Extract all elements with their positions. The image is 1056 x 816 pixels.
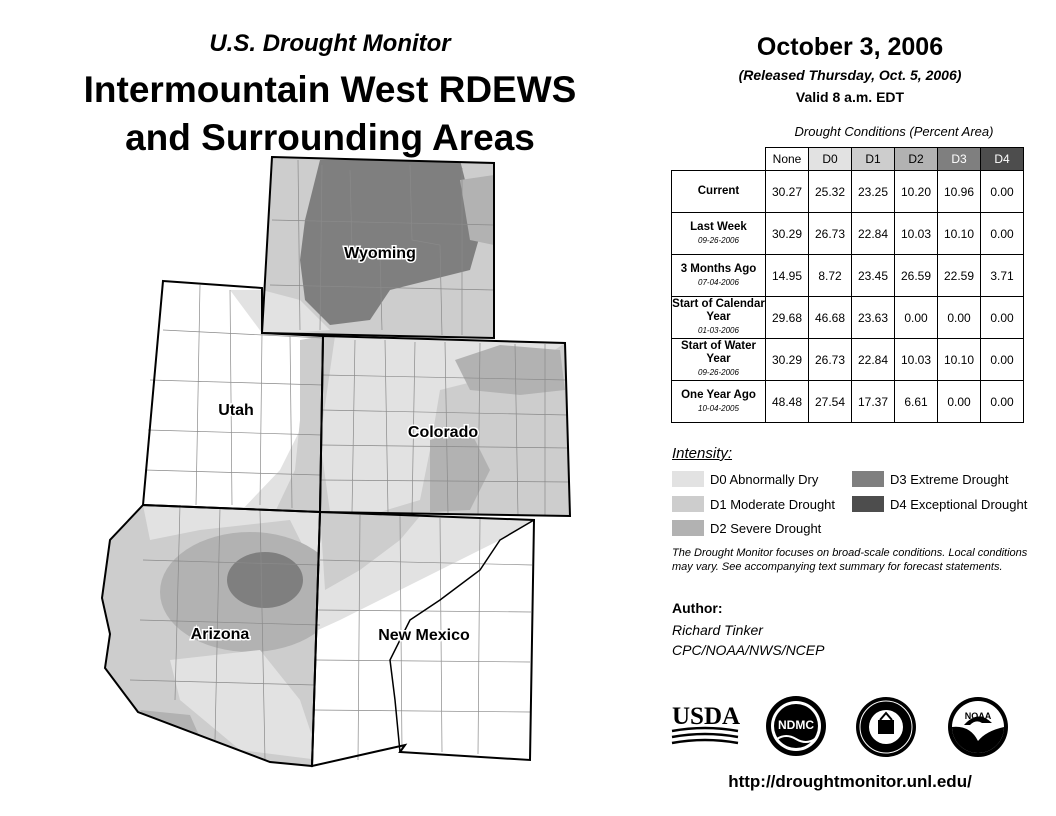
label-arizona: Arizona — [190, 626, 250, 643]
row-date: 09-26-2006 — [698, 368, 739, 377]
legend-swatch-d0 — [672, 471, 704, 487]
row-label — [672, 297, 766, 339]
cell-d3: 0.00 — [938, 297, 981, 339]
author-org: CPC/NOAA/NWS/NCEP — [672, 642, 825, 658]
cell-d1: 23.45 — [852, 255, 895, 297]
row-date: 07-04-2006 — [698, 277, 739, 287]
legend-swatch-d1 — [672, 496, 704, 512]
cell-d0: 46.68 — [809, 297, 852, 339]
header-blank — [672, 148, 766, 171]
ndmc-logo — [763, 693, 829, 759]
legend-label-d1: D1 Moderate Drought — [710, 496, 836, 512]
row-label-text: Start of Water Year — [681, 340, 756, 365]
title-line-2: and Surrounding Areas — [125, 117, 535, 158]
cell-d1: 23.63 — [852, 297, 895, 339]
row-date: 01-03-2006 — [698, 326, 739, 335]
usda-logo-text: USDA — [672, 703, 740, 730]
cell-d2: 10.03 — [895, 339, 938, 381]
cell-d0: 25.32 — [809, 171, 852, 213]
row-label-text: Last Week — [690, 220, 747, 233]
label-wyoming: Wyoming — [344, 245, 416, 262]
cell-d2: 10.20 — [895, 171, 938, 213]
released-date: (Released Thursday, Oct. 5, 2006) — [738, 67, 962, 83]
author-heading: Author: — [672, 600, 723, 616]
legend-swatch-d2 — [672, 520, 704, 536]
legend-label-d4: D4 Exceptional Drought — [890, 496, 1028, 512]
row-label-text: Current — [697, 185, 740, 197]
cell-none: 14.95 — [766, 255, 809, 297]
row-label — [672, 339, 766, 381]
cell-d4: 0.00 — [981, 171, 1024, 213]
legend-label-d0: D0 Abnormally Dry — [710, 471, 819, 487]
header-d1: D1 — [852, 148, 895, 171]
header-d4: D4 — [981, 148, 1024, 171]
row-date: 09-26-2006 — [698, 235, 739, 245]
legend-swatch-d4 — [852, 496, 884, 512]
header-none: None — [766, 148, 809, 171]
cell-d3: 10.96 — [938, 171, 981, 213]
author-info — [672, 620, 824, 660]
table-caption: Drought Conditions (Percent Area) — [794, 124, 994, 139]
valid-time: Valid 8 a.m. EDT — [795, 89, 905, 105]
legend-label-d2: D2 Severe Drought — [710, 520, 822, 536]
cell-d1: 22.84 — [852, 213, 895, 255]
cell-d4: 0.00 — [981, 339, 1024, 381]
table-row — [672, 297, 1024, 339]
usda-logo — [670, 700, 740, 746]
header-d2: D2 — [895, 148, 938, 171]
legend-swatch-d3 — [852, 471, 884, 487]
cell-d4: 0.00 — [981, 213, 1024, 255]
cell-d4: 0.00 — [981, 297, 1024, 339]
row-date: 10-04-2005 — [698, 403, 739, 413]
cell-d3: 10.10 — [938, 339, 981, 381]
map-subtitle: U.S. Drought Monitor — [209, 30, 451, 57]
label-utah: Utah — [218, 402, 254, 419]
cell-d4: 3.71 — [981, 255, 1024, 297]
header-d0: D0 — [809, 148, 852, 171]
cell-d1: 23.25 — [852, 171, 895, 213]
row-label-text: 3 Months Ago — [680, 262, 757, 275]
legend-title: Intensity: — [672, 445, 733, 462]
cell-d0: 8.72 — [809, 255, 852, 297]
cell-none: 29.68 — [766, 297, 809, 339]
row-label-text: One Year Ago — [681, 388, 756, 401]
noaa-logo-text: NOAA — [964, 711, 992, 721]
legend-item-d0 — [672, 471, 818, 487]
legend-item-d4 — [852, 496, 1027, 512]
legend-label-d3: D3 Extreme Drought — [890, 471, 1009, 487]
cell-d2: 6.61 — [895, 381, 938, 423]
cell-d4: 0.00 — [981, 381, 1024, 423]
cell-d0: 26.73 — [809, 339, 852, 381]
row-label — [672, 255, 766, 297]
website-url[interactable]: http://droughtmonitor.unl.edu/ — [728, 772, 972, 791]
drought-conditions-table — [671, 147, 1024, 423]
table-row — [672, 171, 1024, 213]
cell-d1: 22.84 — [852, 339, 895, 381]
cell-d2: 26.59 — [895, 255, 938, 297]
row-label — [672, 171, 766, 213]
table-row — [672, 381, 1024, 423]
label-new-mexico: New Mexico — [378, 627, 470, 644]
cell-d1: 17.37 — [852, 381, 895, 423]
table-header-row — [672, 148, 1024, 171]
label-colorado: Colorado — [407, 424, 479, 441]
row-label — [672, 213, 766, 255]
cell-d2: 10.03 — [895, 213, 938, 255]
header-d3: D3 — [938, 148, 981, 171]
legend-item-d1 — [672, 496, 835, 512]
author-name: Richard Tinker — [672, 622, 763, 638]
legend-item-d2 — [672, 520, 821, 536]
noaa-logo — [946, 695, 1010, 759]
cell-d0: 26.73 — [809, 213, 852, 255]
cell-d3: 10.10 — [938, 213, 981, 255]
cell-none: 30.29 — [766, 339, 809, 381]
table-row — [672, 213, 1024, 255]
cell-d3: 22.59 — [938, 255, 981, 297]
cell-none: 30.27 — [766, 171, 809, 213]
row-label-text: Start of Calendar Year — [672, 298, 765, 323]
commerce-seal-logo — [854, 695, 918, 759]
cell-none: 48.48 — [766, 381, 809, 423]
cell-d3: 0.00 — [938, 381, 981, 423]
map-date: October 3, 2006 — [756, 33, 944, 61]
title-line-1: Intermountain West RDEWS — [83, 69, 577, 110]
cell-d0: 27.54 — [809, 381, 852, 423]
row-label — [672, 381, 766, 423]
legend-item-d3 — [852, 471, 1009, 487]
drought-map — [0, 150, 660, 780]
cell-d2: 0.00 — [895, 297, 938, 339]
map-title — [20, 66, 640, 162]
cell-none: 30.29 — [766, 213, 809, 255]
ndmc-logo-text: NDMC — [778, 718, 814, 732]
table-row — [672, 255, 1024, 297]
disclaimer-note: The Drought Monitor focuses on broad-scale conditions. Local conditions may vary. See accompanying text summary for forecast statements. — [672, 547, 1028, 573]
table-row — [672, 339, 1024, 381]
